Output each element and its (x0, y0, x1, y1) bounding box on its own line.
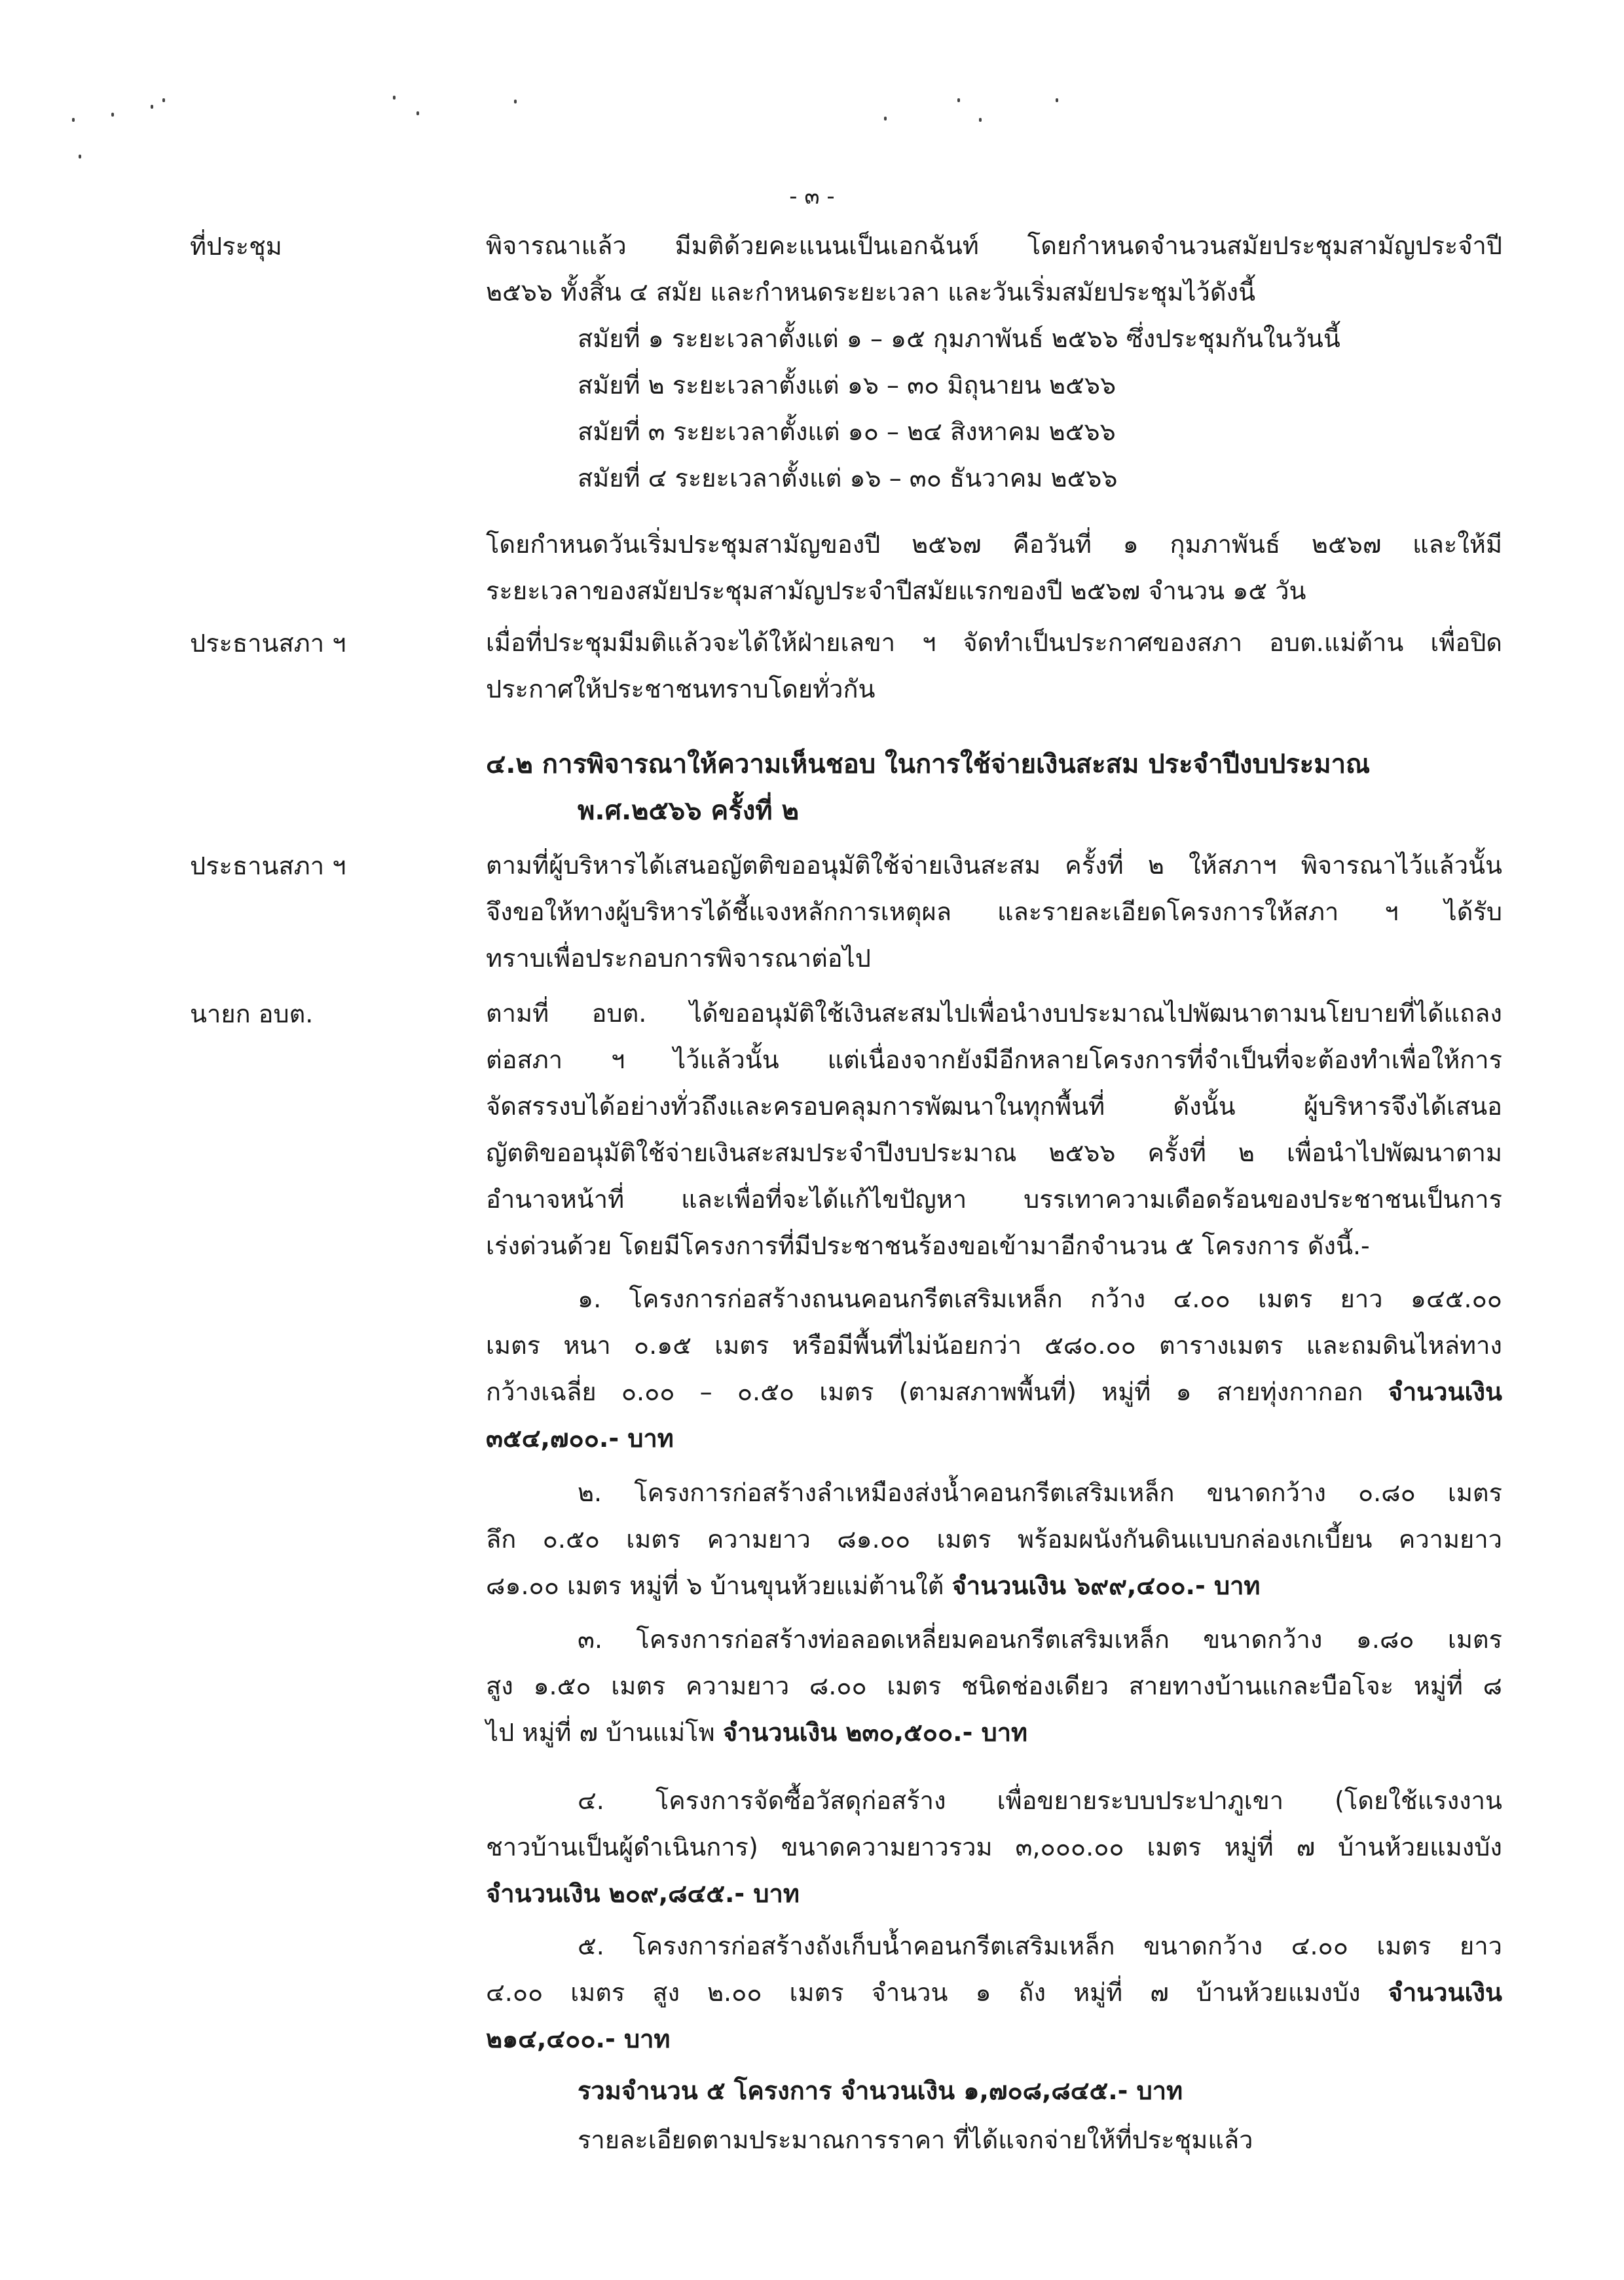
project-item-5-line (486, 1970, 1502, 2016)
paragraph-line: เมื่อที่ประชุมมีมติแล้วจะได้ให้ฝ่ายเลขา ฯ จัดทำเป็นประกาศของสภา อบต.แม่ต้าน เพื่อปิด (486, 628, 1502, 657)
paragraph-line: ต่อสภา ฯ ไว้แล้วนั้น แต่เนื่องจากยังมีอีกหลายโครงการที่จำเป็นที่จะต้องทำเพื่อให้การ (486, 1045, 1502, 1074)
project-amount-label: จำนวนเงิน (1388, 1377, 1502, 1406)
scan-speck (162, 98, 165, 102)
project-item-5: ๕. โครงการก่อสร้างถังเก็บน้ำคอนกรีตเสริมเหล็ก ขนาดกว้าง ๔.๐๐ เมตร ยาว (578, 1932, 1502, 1960)
paragraph-line: จึงขอให้ทางผู้บริหารได้ชี้แจงหลักการเหตุผล และรายละเอียดโครงการให้สภา ฯ ได้รับ (486, 897, 1502, 926)
project-item-2: ๒. โครงการก่อสร้างลำเหมืองส่งน้ำคอนกรีตเสริมเหล็ก ขนาดกว้าง ๐.๘๐ เมตร (578, 1478, 1502, 1507)
project-item-3-line (486, 1710, 1502, 1756)
paragraph-line: พิจารณาแล้ว มีมติด้วยคะแนนเป็นเอกฉันท์ โดยกำหนดจำนวนสมัยประชุมสามัญประจำปี (486, 231, 1502, 260)
project-item-1-line: เมตร หนา ๐.๑๕ เมตร หรือมีพื้นที่ไม่น้อยกว่า ๕๘๐.๐๐ ตารางเมตร และถมดินไหล่ทาง (486, 1331, 1502, 1360)
paragraph-line: โดยกำหนดวันเริ่มประชุมสามัญของปี ๒๕๖๗ คือวันที่ ๑ กุมภาพันธ์ ๒๕๖๗ และให้มี (486, 530, 1502, 559)
speaker-mayor: นายก อบต. (190, 1000, 314, 1028)
project-item-4: ๔. โครงการจัดซื้อวัสดุก่อสร้าง เพื่อขยายระบบประปาภูเขา (โดยใช้แรงงาน (578, 1786, 1502, 1815)
paragraph-line: เร่งด่วนด้วย โดยมีโครงการที่มีประชาชนร้องขอเข้ามาอีกจำนวน ๕ โครงการ ดังนี้.- (486, 1231, 1370, 1260)
scan-speck (884, 117, 887, 121)
session-item: สมัยที่ ๔ ระยะเวลาตั้งแต่ ๑๖ – ๓๐ ธันวาคม ๒๕๖๖ (578, 464, 1118, 493)
project-text: ๘๑.๐๐ เมตร หมู่ที่ ๖ บ้านขุนห้วยแม่ต้านใต้ (486, 1571, 952, 1600)
scan-speck (79, 155, 81, 159)
project-amount: จำนวนเงิน ๒๐๙,๘๔๕.- บาท (486, 1879, 800, 1908)
paragraph-line: ตามที่ผู้บริหารได้เสนอญัตติขออนุมัติใช้จ่ายเงินสะสม ครั้งที่ ๒ ให้สภาฯ พิจารณาไว้แล้วนั้น (486, 851, 1502, 880)
paragraph-line: ๒๕๖๖ ทั้งสิ้น ๔ สมัย และกำหนดระยะเวลา และวันเริ่มสมัยประชุมไว้ดังนี้ (486, 278, 1256, 307)
scan-speck (151, 105, 153, 109)
paragraph-line: อำนาจหน้าที่ และเพื่อที่จะได้แก้ไขปัญหา บรรเทาความเดือดร้อนของประชาชนเป็นการ (486, 1185, 1502, 1214)
project-item-3-line: สูง ๑.๕๐ เมตร ความยาว ๘.๐๐ เมตร ชนิดช่องเดียว สายทางบ้านแกละบือโจะ หมู่ที่ ๘ (486, 1672, 1502, 1700)
speaker-meeting: ที่ประชุม (190, 232, 282, 261)
project-amount: จำนวนเงิน ๒๓๐,๕๐๐.- บาท (722, 1718, 1028, 1747)
agenda-heading: ๔.๒ การพิจารณาให้ความเห็นชอบ ในการใช้จ่ายเงินสะสม ประจำปีงบประมาณ (486, 749, 1371, 779)
project-amount-label: จำนวนเงิน (1388, 1978, 1502, 2007)
paragraph-line: ระยะเวลาของสมัยประชุมสามัญประจำปีสมัยแรกของปี ๒๕๖๗ จำนวน ๑๕ วัน (486, 576, 1306, 605)
scan-speck (514, 100, 517, 103)
speaker-chair: ประธานสภา ฯ (190, 851, 346, 880)
project-amount: จำนวนเงิน ๖๙๙,๔๐๐.- บาท (951, 1571, 1261, 1600)
paragraph-line: ตามที่ อบต. ได้ขออนุมัติใช้เงินสะสมไปเพื่อนำงบประมาณไปพัฒนาตามนโยบายที่ได้แถลง (486, 999, 1502, 1028)
paragraph-line: จัดสรรงบได้อย่างทั่วถึงและครอบคลุมการพัฒนาในทุกพื้นที่ ดังนั้น ผู้บริหารจึงได้เสนอ (486, 1092, 1502, 1121)
agenda-heading: พ.ศ.๒๕๖๖ ครั้งที่ ๒ (578, 796, 799, 826)
project-item-1: ๑. โครงการก่อสร้างถนนคอนกรีตเสริมเหล็ก กว้าง ๔.๐๐ เมตร ยาว ๑๔๕.๐๐ (578, 1284, 1502, 1313)
paragraph-line: ญัตติขออนุมัติใช้จ่ายเงินสะสมประจำปีงบประมาณ ๒๕๖๖ ครั้งที่ ๒ เพื่อนำไปพัฒนาตาม (486, 1138, 1502, 1167)
session-item: สมัยที่ ๓ ระยะเวลาตั้งแต่ ๑๐ – ๒๔ สิงหาคม ๒๕๖๖ (578, 417, 1116, 446)
project-amount: ๒๑๔,๔๐๐.- บาท (486, 2025, 671, 2053)
project-text: ไป หมู่ที่ ๗ บ้านแม่โพ (486, 1718, 723, 1747)
paragraph-line: ประกาศให้ประชาชนทราบโดยทั่วกัน (486, 675, 876, 703)
total-amount: รวมจำนวน ๕ โครงการ จำนวนเงิน ๑,๗๐๘,๘๔๕.- บาท (578, 2076, 1183, 2105)
project-item-1-line (486, 1369, 1502, 1415)
detail-note: รายละเอียดตามประมาณการราคา ที่ได้แจกจ่ายให้ที่ประชุมแล้ว (578, 2125, 1253, 2154)
scan-speck (957, 98, 960, 102)
session-item: สมัยที่ ๑ ระยะเวลาตั้งแต่ ๑ – ๑๕ กุมภาพันธ์ ๒๕๖๖ ซึ่งประชุมกันในวันนี้ (578, 324, 1340, 353)
scan-speck (1056, 98, 1058, 102)
scan-speck (393, 96, 396, 100)
paragraph-line: ทราบเพื่อประกอบการพิจารณาต่อไป (486, 944, 871, 973)
session-item: สมัยที่ ๒ ระยะเวลาตั้งแต่ ๑๖ – ๓๐ มิถุนายน ๒๕๖๖ (578, 371, 1116, 400)
scan-speck (416, 111, 419, 115)
project-item-2-line (486, 1563, 1502, 1609)
project-item-3: ๓. โครงการก่อสร้างท่อลอดเหลี่ยมคอนกรีตเสริมเหล็ก ขนาดกว้าง ๑.๘๐ เมตร (578, 1625, 1502, 1654)
scan-speck (111, 113, 114, 117)
project-item-4-line: ชาวบ้านเป็นผู้ดำเนินการ) ขนาดความยาวรวม ๓,๐๐๐.๐๐ เมตร หมู่ที่ ๗ บ้านห้วยแมงบัง (486, 1833, 1502, 1861)
speaker-chair: ประธานสภา ฯ (190, 629, 346, 658)
project-text: กว้างเฉลี่ย ๐.๐๐ – ๐.๕๐ เมตร (ตามสภาพพื้นที่) หมู่ที่ ๑ สายทุ่งกากอก (486, 1377, 1388, 1406)
scan-speck (72, 118, 75, 122)
project-text: ๔.๐๐ เมตร สูง ๒.๐๐ เมตร จำนวน ๑ ถัง หมู่ที่ ๗ บ้านห้วยแมงบัง (486, 1978, 1388, 2007)
page-number: - ๓ - (789, 183, 835, 210)
project-amount: ๓๕๔,๗๐๐.- บาท (486, 1424, 674, 1453)
scan-speck (979, 118, 982, 122)
project-item-2-line: ลึก ๐.๕๐ เมตร ความยาว ๘๑.๐๐ เมตร พร้อมผนังกันดินแบบกล่องเกเบี้ยน ความยาว (486, 1525, 1502, 1554)
